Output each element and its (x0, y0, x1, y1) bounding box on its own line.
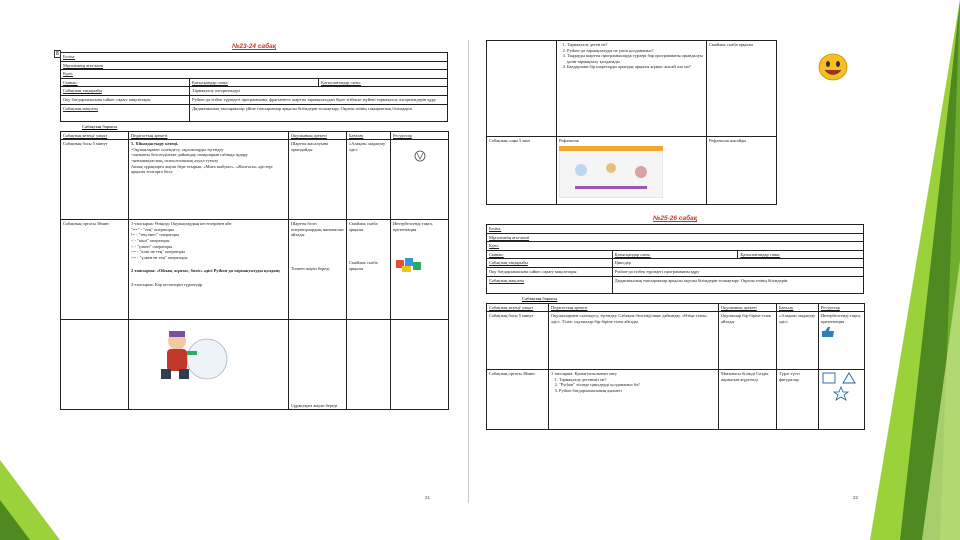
col-teacher-action: Педагогтың әрекеті (129, 131, 289, 140)
topic-label-2: Сабақтың тақырыбы (487, 259, 613, 268)
stage2-student: Шартты белгі операторлардың мағынасын айтады Топпен жауап береді (289, 220, 347, 320)
stage1-time: Сабақтың басы 5 минут (61, 140, 129, 220)
theme-decoration-left (0, 0, 60, 540)
page-number-2: 22 (852, 495, 858, 500)
stage2-resource-2 (819, 370, 865, 430)
question-list: 1. Тармақталу деген не? 2. Python-да тармақталуды не үшін қолданамыз? 3. Таңдауды шартты программалауда түрлері бар программаны орындалуы үшін тармақталу қолданады 4. Бағдарлама бір шарттарды орындау арқылы жұмыс жасай ала ма? (557, 41, 707, 137)
objectives-value-2: Python-да тізбек түріндегі программаны құру (612, 267, 863, 276)
reflection-time: Сабақтың соңы 5 мин (487, 137, 557, 205)
puzzle-team-icon (393, 254, 423, 276)
top-empty (487, 41, 557, 137)
topic-value-2: Циклдер (612, 259, 863, 268)
lesson-progress-header-2: Сабақтың барысы (522, 295, 558, 301)
class-cell-2: Сынып: (487, 250, 613, 259)
hand-clap-icon (412, 149, 428, 163)
page-number: 21 (424, 495, 430, 500)
reflection-student: Рефлексия жасайды (707, 137, 777, 205)
top-grade: Смайлик сызба арқылы (707, 41, 777, 137)
col-student-action: Оқушының әрекеті (289, 131, 347, 140)
topic-label: Сабақтың тақырыбы (61, 87, 190, 96)
present-cell-2: Қатысқандар саны: (612, 250, 738, 259)
page-divider (468, 40, 469, 503)
topic-value: Тармақталу алгоритмдері (190, 87, 448, 96)
shapes-icon (821, 371, 861, 405)
absent-cell-2: Қатыспағандар саны: (738, 250, 864, 259)
stage2-student-2: Мағынасы білімді Сөздік жұмысын жүргізеді (719, 370, 777, 430)
stage2-grade-2: Түрлі түсті фигуралар (777, 370, 819, 430)
col-teacher-action-2: Педагогтың әрекеті (549, 303, 719, 312)
absent-cell: Қатыспағандар саны: (319, 78, 448, 87)
stage2-time-2: Сабақтың ортасы 30мин (487, 370, 549, 430)
lesson-progress-table-2 (486, 303, 865, 431)
thumbs-up-icon (821, 326, 835, 338)
stage1-time-2: Сабақтың басы 5 минут (487, 312, 549, 370)
stage1-action-2: Оқушылармен сәлемдесу, түгендеу. Сабақты белсенділікке дайындау. «Өзіңе тілек» әдісі. Тілек: оқушылар бір-біріне тілек айтады. (549, 312, 719, 370)
stage1-resource (391, 140, 449, 220)
col-resources: Ресурстар (391, 131, 449, 140)
lesson-header-table (60, 52, 448, 122)
class-cell: Сынып: (61, 78, 190, 87)
stage1-grade-2: «Алақан» мадақтау әдісі (777, 312, 819, 370)
section-row: Бөлім: (61, 53, 448, 62)
col-student-action-2: Оқушының әрекеті (719, 303, 777, 312)
lesson-plan-page-left (54, 40, 454, 503)
col-stage: Сабақтың кезеңі/ уақыт (61, 131, 129, 140)
stage4-empty (61, 320, 129, 410)
stage4-student: Сұрақтарға жауап береді (289, 320, 347, 410)
stage2-time: Сабақтың ортасы 30мин (61, 220, 129, 320)
stage4-resource (391, 320, 449, 410)
lesson-progress-table (60, 131, 449, 411)
lesson-goal-label: Сабақтың мақсаты (61, 104, 190, 121)
reflection-slide-thumbnail (559, 146, 663, 198)
col-resources-2: Ресурстар (819, 303, 865, 312)
objectives-label: Оқу бағдарламасына сәйкес оқыту мақсаттары (61, 95, 190, 104)
lesson-header-table-2 (486, 224, 864, 294)
present-cell: Қатысқандар саны: (190, 78, 319, 87)
reflection-table (486, 40, 777, 205)
stage2-action-2: 1 тапсырма: Қызығушылығын ояту 1. Тармақталу дегеніміз не? 2. "Python" тілінде циклдерді қолданамыз ба? 3. Python бағдарламасының қызметі (549, 370, 719, 430)
snowman-kids-illustration (145, 321, 235, 381)
stage1-resource-2: Интербелсенді тақта, презентация (819, 312, 865, 370)
lesson-goal-value: Дидактикалық тапсырмалар үйіне тапсырмалар арқылы білімдерін толықтыру. Оқушы өзінің тақырыптық білімдерін (190, 104, 448, 121)
teacher-row-2: Мұғалімнің аты-жөні (487, 233, 864, 242)
col-stage-2: Сабақтың кезеңі/ уақыт (487, 303, 549, 312)
col-assessment-2: Бағалау (777, 303, 819, 312)
stage2-action: 1-тапсырма: Өзіңізді Оқулықтардың кестелерінен айт "==" - "тең" операторы != - "тең емес" операторы < - "кіші" операторы > - "үлкен" операторы <= - "кіші не тең" операторы >= - "үлкен не тең" операторы 2 тапсырма: «Ойлан, жұптас, бөліс» әдісі Python-да тармақталуды қолдану 3-тапсырма: Кар кесектерін түрлендір (129, 220, 289, 320)
objectives-value: Python-да тізбек түріндегі программаны, фрагментте шартты тармақталудан бірге тізбекке жүйені тармақталу алгоритмдерін құру (190, 95, 448, 104)
stage1-student-2: Оқушылар бір-біріне тілек айтады (719, 312, 777, 370)
page-marker: 8 (56, 51, 59, 57)
objectives-label-2: Оқу бағдарламасына сәйкес оқыту мақсаттары (487, 267, 613, 276)
date-row-2: Күні: (487, 242, 864, 251)
stage4-illustration (129, 320, 289, 410)
lesson-goal-label-2: Сабақтың мақсаты (487, 276, 613, 293)
reflection-cell: Рефлексия (557, 137, 707, 205)
stage2-resource: Интербелсенді тақта, презентация (391, 220, 449, 320)
smiley-icon (816, 52, 850, 82)
lesson-title-2: №25-26 сабақ (652, 215, 698, 222)
stage1-student: Шартты жасалуына орындайды (289, 140, 347, 220)
stage1-action: 1. Ұйымдастыру кезеңі. -Оқушылармен сәлемдесу, оқушыларды түгендеу -сыныпты белсенділікке дайындау, назарларын сабаққа аудару -ынтымақтастық, психологиялық ахуал туғызу Ашық сұрақтарға жауап бере отырып, «Миға шабуыл», «Жалғасы» әдістері арқылы топтарға бөлу (129, 140, 289, 220)
stage4-grade (347, 320, 391, 410)
stage2-grade: Смайлик сызба арқылы Смайлик сызба арқылы (347, 220, 391, 320)
lesson-progress-header: Сабақтың барысы (82, 123, 118, 129)
lesson-plan-page-right (482, 40, 868, 503)
stage1-grade: «Алақан» мадақтау әдісі (347, 140, 391, 220)
lesson-title: №23-24 сабақ (231, 43, 277, 50)
teacher-row: Мұғалімнің аты-жөні (61, 61, 448, 70)
lesson-goal-value-2: Дидактикалық тапсырмалар арқылы оқушы білімдерін толықтыру. Оқушы өзінің білімдерін (612, 276, 863, 293)
section-row-2: Бөлім: (487, 225, 864, 234)
col-assessment: Бағалау (347, 131, 391, 140)
date-row: Күні: (61, 70, 448, 79)
